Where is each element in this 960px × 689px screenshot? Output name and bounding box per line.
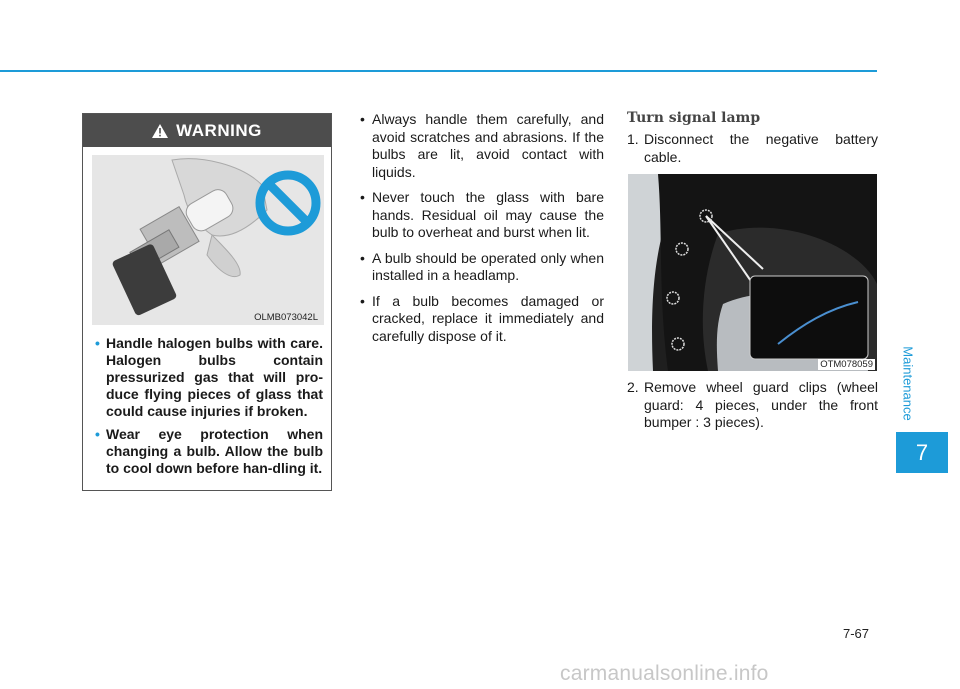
header-rule	[0, 70, 877, 72]
step-text: Remove wheel guard clips (wheel guard: 4 pieces, under the front bumper : 3 pieces).	[644, 379, 878, 430]
list-item: • Never touch the glass with bare hands. Residual oil may cause the bulb to overheat and burst when lit.	[358, 189, 604, 242]
page-number: 7-67	[843, 626, 870, 641]
warning-header	[83, 114, 331, 147]
wheel-guard-photo	[628, 174, 877, 371]
list-item: • Always handle them carefully, and avoid scratches and abrasions. If the bulbs are lit, avoid contact with liquids.	[358, 111, 604, 181]
step-2	[627, 379, 878, 432]
chapter-tab: 7	[896, 432, 948, 473]
step-1	[627, 131, 878, 166]
list-item: • If a bulb becomes damaged or cracked, replace it immediately and carefully dispose of it.	[358, 293, 604, 346]
step-number: 2.	[627, 379, 639, 395]
step-text: Disconnect the negative battery cable.	[644, 131, 878, 165]
warning-bullet: • Wear eye protection when changing a bulb. Allow the bulb to cool down before han-dling it.	[95, 426, 323, 477]
chapter-name: Maintenance	[900, 345, 916, 421]
list-item: • A bulb should be operated only when installed in a headlamp.	[358, 250, 604, 285]
warning-bullets	[95, 335, 323, 483]
warning-icon	[152, 124, 168, 138]
bulb-care-list	[358, 111, 604, 353]
warning-box	[82, 113, 332, 491]
photo-image-code: OTM078059	[820, 359, 873, 370]
warning-bullet: • Handle halogen bulbs with care. Halogen bulbs contain pressurized gas that will pro-duce flying pieces of glass that could cause injuries if broken.	[95, 335, 323, 420]
warning-image-code: OLMB073042L	[254, 312, 318, 323]
warning-title: WARNING	[176, 120, 262, 140]
step-number: 1.	[627, 131, 639, 147]
section-title: Turn signal lamp	[627, 110, 761, 126]
watermark: carmanualsonline.info	[560, 662, 769, 685]
bulb-handling-illustration	[92, 155, 324, 325]
chapter-side-label	[897, 338, 919, 428]
